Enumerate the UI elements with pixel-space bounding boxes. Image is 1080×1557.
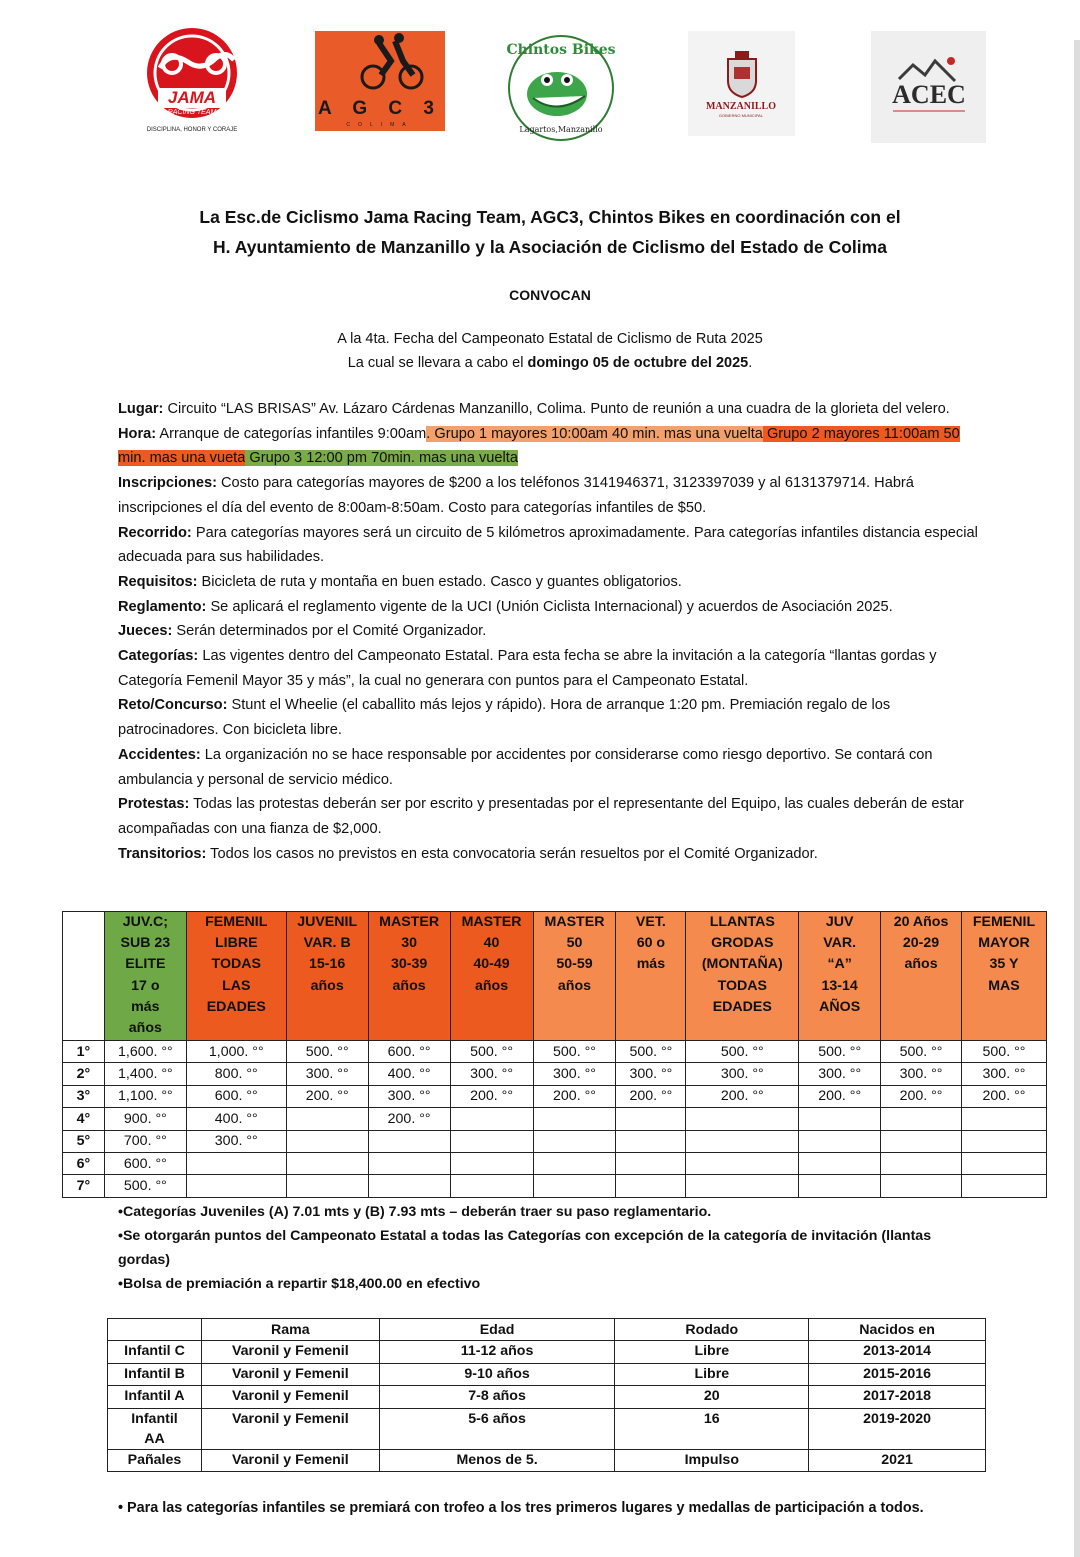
chintos-bikes-logo [505,32,617,144]
prize-amount [881,1152,962,1174]
reto-paragraph: Reto/Concurso: Stunt el Wheelie (el caballito más lejos y rápido). Hora de arranque 1:20 pm. Premiación regalo de los patrocinadores. Con bicicleta libre. [118,697,891,739]
recorrido-paragraph: Recorrido: Para categorías mayores será un circuito de 5 kilómetros aproximadamente. Para categorías infantiles distancia especial adecuada para sus habilidades. [118,524,978,566]
prize-amount [286,1152,368,1174]
prize-amount [686,1108,799,1130]
prize-amount [616,1175,686,1197]
infant-cell: 2021 [809,1449,986,1472]
svg-text:MANZANILLO: MANZANILLO [705,101,777,112]
acec-logo [871,31,986,143]
infant-cell: 7-8 años [379,1386,615,1409]
agc3-logo [315,31,445,131]
prize-amount [961,1108,1046,1130]
prize-amount [368,1152,450,1174]
prize-amount: 600. °° [186,1085,286,1107]
prize-amount: 500. °° [616,1041,686,1063]
infant-header-cell: Nacidos en [809,1319,986,1341]
prize-amount: 200. °° [533,1085,616,1107]
accidentes-paragraph: Accidentes: La organización no se hace responsable por accidentes por considerarse como riesgo deportivo. Se contará con ambulancia y personal de servicio médico. [118,746,933,788]
category-header: JUV VAR. “A” 13-14 AÑOS [799,912,881,1041]
prize-amount: 1,000. °° [186,1041,286,1063]
svg-text:Chintos Bikes: Chintos Bikes [506,42,616,58]
svg-text:A G C 3: A G C 3 [318,98,442,119]
infant-cell: 11-12 años [379,1341,615,1364]
prize-amount [450,1152,533,1174]
prize-amount [533,1175,616,1197]
prize-row [63,1063,1047,1085]
infant-cell: Menos de 5. [379,1449,615,1472]
prize-amount: 200. °° [881,1085,962,1107]
infant-row [108,1449,986,1472]
prize-amount: 200. °° [368,1108,450,1130]
prize-amount [450,1175,533,1197]
prize-amount: 300. °° [961,1063,1046,1085]
protestas-paragraph: Protestas: Todas las protestas deberán ser por escrito y presentadas por el representante del Equipo, las cuales deberán de estar acompañadas con una fianza de $2,000. [118,796,964,837]
note-bolsa: •Bolsa de premiación a repartir $18,400.00 en efectivo [118,1276,481,1292]
prize-amount: 200. °° [286,1085,368,1107]
notes [118,1200,968,1296]
manzanillo-logo [688,31,795,136]
prize-amount [533,1108,616,1130]
prize-amount [799,1152,881,1174]
infant-row [108,1363,986,1386]
prize-amount: 500. °° [686,1041,799,1063]
prize-row [63,1108,1047,1130]
prize-amount: 500. °° [286,1041,368,1063]
prize-amount: 300. °° [616,1063,686,1085]
prize-amount: 300. °° [881,1063,962,1085]
prize-amount [450,1130,533,1152]
prize-amount: 300. °° [686,1063,799,1085]
prize-amount: 900. °° [104,1108,186,1130]
group-1-schedule: . Grupo 1 mayores 10:00am 40 min. mas una vuelta [426,425,763,442]
category-header: VET. 60 o más [616,912,686,1041]
prize-amount: 300. °° [450,1063,533,1085]
infant-header-cell [108,1319,202,1341]
prize-amount [368,1175,450,1197]
prize-amount [881,1175,962,1197]
prize-amount: 1,600. °° [104,1041,186,1063]
infant-cell: 2017-2018 [809,1386,986,1409]
position-header [63,912,105,1041]
infant-cell: 2013-2014 [809,1341,986,1364]
category-header: 20 Años 20-29 años [881,912,962,1041]
intro-line-1: A la 4ta. Fecha del Campeonato Estatal de Ciclismo de Ruta 2025 [337,331,763,347]
prize-amount: 500. °° [881,1041,962,1063]
prize-amount: 300. °° [286,1063,368,1085]
prize-amount [368,1130,450,1152]
infant-categories-table [107,1318,986,1472]
infant-cell: Varonil y Femenil [201,1408,379,1449]
category-header: MASTER 50 50-59 años [533,912,616,1041]
position-label: 6° [63,1152,105,1174]
prize-amount [881,1130,962,1152]
prize-amount: 300. °° [799,1063,881,1085]
prize-amount [286,1108,368,1130]
prize-amount [616,1152,686,1174]
category-header: JUV.C; SUB 23 ELITE 17 o más años [104,912,186,1041]
requisitos-paragraph: Requisitos: Bicicleta de ruta y montaña en buen estado. Casco y guantes obligatorios. [118,573,682,590]
prize-amount: 1,400. °° [104,1063,186,1085]
prize-amount [686,1175,799,1197]
prize-amount: 600. °° [368,1041,450,1063]
category-header: FEMENIL LIBRE TODAS LAS EDADES [186,912,286,1041]
infant-cell: Varonil y Femenil [201,1341,379,1364]
prize-amount: 500. °° [104,1175,186,1197]
infant-header-row [108,1319,986,1341]
infant-cell: 2019-2020 [809,1408,986,1449]
prize-amount: 200. °° [799,1085,881,1107]
infant-row [108,1341,986,1364]
prize-amount: 300. °° [186,1130,286,1152]
infant-cell: 9-10 años [379,1363,615,1386]
prize-amount: 200. °° [961,1085,1046,1107]
infant-cell: 20 [615,1386,809,1409]
heading-line-1: La Esc.de Ciclismo Jama Racing Team, AGC3, Chintos Bikes en coordinación con el [199,207,901,227]
prize-amount: 500. °° [533,1041,616,1063]
category-header: LLANTAS GRODAS (MONTAÑA) TODAS EDADES [686,912,799,1041]
infant-cell: 16 [615,1408,809,1449]
lugar-paragraph: Lugar: Circuito “LAS BRISAS” Av. Lázaro Cárdenas Manzanillo, Colima. Punto de reunión a una cuadra de la glorieta del velero. [118,401,950,417]
transitorios-paragraph: Transitorios: Todos los casos no previstos en esta convocatoria serán resueltos por el Comité Organizador. [118,845,818,862]
position-label: 1° [63,1041,105,1063]
jueces-paragraph: Jueces: Serán determinados por el Comité Organizador. [118,623,487,640]
svg-text:COLIMA: COLIMA [346,122,414,128]
infant-cell: 2015-2016 [809,1363,986,1386]
group-3-schedule: Grupo 3 12:00 pm 70min. mas una vuelta [245,450,518,467]
event-date: domingo 05 de octubre del 2025 [527,355,749,371]
infant-cell: Libre [615,1363,809,1386]
prize-amount [450,1108,533,1130]
prize-amount: 700. °° [104,1130,186,1152]
prize-row [63,1175,1047,1197]
position-label: 3° [63,1085,105,1107]
prize-amount: 400. °° [368,1063,450,1085]
prize-amount: 500. °° [450,1041,533,1063]
infant-cell: Varonil y Femenil [201,1449,379,1472]
categorias-paragraph: Categorías: Las vigentes dentro del Campeonato Estatal. Para esta fecha se abre la invitación a la categoría “llantas gordas y Categoría Femenil Mayor 35 y más”, la cual no generara con puntos para el Campeonato Estatal. [118,648,937,689]
prize-amount: 300. °° [533,1063,616,1085]
prize-amount: 400. °° [186,1108,286,1130]
prize-row [63,1041,1047,1063]
convocan-title: CONVOCAN [509,287,591,303]
heading-line-2: H. Ayuntamiento de Manzanillo y la Asociación de Ciclismo del Estado de Colima [213,237,887,257]
prize-amount [286,1175,368,1197]
prize-amount [799,1130,881,1152]
sponsor-logos [0,28,1080,138]
prize-amount [533,1152,616,1174]
prize-header-row [63,912,1047,1041]
infant-cell: Pañales [108,1449,202,1472]
prize-amount [961,1152,1046,1174]
category-header: FEMENIL MAYOR 35 Y MAS [961,912,1046,1041]
infant-cell: Infantil AA [108,1408,202,1449]
prize-amount [616,1108,686,1130]
prize-amount: 600. °° [104,1152,186,1174]
intro-line-2: La cual se llevara a cabo el domingo 05 de octubre del 2025. [347,355,753,371]
svg-text:Lagartos,Manzanillo: Lagartos,Manzanillo [519,125,603,134]
note-juveniles: •Categorías Juveniles (A) 7.01 mts y (B) 7.93 mts – deberán traer su paso reglamentario. [118,1204,712,1220]
position-label: 2° [63,1063,105,1085]
position-label: 4° [63,1108,105,1130]
infant-header-cell: Rama [201,1319,379,1341]
prize-amount: 500. °° [961,1041,1046,1063]
event-details [118,397,978,866]
infant-cell: Varonil y Femenil [201,1363,379,1386]
infant-cell: Infantil B [108,1363,202,1386]
prize-amount [799,1108,881,1130]
prize-amount: 500. °° [799,1041,881,1063]
infant-row [108,1386,986,1409]
prize-amount: 200. °° [616,1085,686,1107]
prize-amount [881,1108,962,1130]
category-header: MASTER 40 40-49 años [450,912,533,1041]
group-2-schedule: Grupo 2 mayores 11:00am 50 min. mas una vueta [118,425,960,467]
svg-text:DISCIPLINA, HONOR Y CORAJE: DISCIPLINA, HONOR Y CORAJE [146,127,238,133]
prize-amount [961,1130,1046,1152]
svg-text:ACEC: ACEC [892,80,966,109]
infant-cell: 5-6 años [379,1408,615,1449]
infant-header-cell: Rodado [615,1319,809,1341]
prize-amount [616,1130,686,1152]
jama-racing-logo [140,28,250,131]
svg-text:RACING TEAM: RACING TEAM [167,109,217,116]
prize-amount [686,1152,799,1174]
prize-amount [686,1130,799,1152]
inscripciones-paragraph: Inscripciones: Costo para categorías mayores de $200 a los teléfonos 3141946371, 3123397039 y al 6131379714. Habrá inscripciones el día del evento de 8:00am-8:50am. Costo para categorías infantiles de $50. [118,475,914,516]
reglamento-paragraph: Reglamento: Se aplicará el reglamento vigente de la UCI (Unión Ciclista Internacional) y acuerdos de Asociación 2025. [118,598,893,615]
prize-row [63,1085,1047,1107]
prize-row [63,1130,1047,1152]
infant-cell: Infantil A [108,1386,202,1409]
prize-amount: 200. °° [450,1085,533,1107]
infant-cell: Impulso [615,1449,809,1472]
prize-amount: 800. °° [186,1063,286,1085]
infant-cell: Libre [615,1341,809,1364]
hora-paragraph: Hora: Arranque de categorías infantiles 9:00am. Grupo 1 mayores 10:00am 40 min. mas una vuelta Grupo 2 mayores 11:00am 50 min. mas una vueta Grupo 3 12:00 pm 70min. mas una vuelta [118,425,960,467]
prize-amount: 200. °° [686,1085,799,1107]
category-header: JUVENIL VAR. B 15-16 años [286,912,368,1041]
note-puntos: •Se otorgarán puntos del Campeonato Estatal a todas las Categorías con excepción de la categoría de invitación (llantas gordas) [118,1228,932,1268]
prize-amount: 1,100. °° [104,1085,186,1107]
prize-amount [186,1175,286,1197]
position-label: 5° [63,1130,105,1152]
prize-amount: 300. °° [368,1085,450,1107]
prize-amount [186,1152,286,1174]
prize-amount [961,1175,1046,1197]
prize-row [63,1152,1047,1174]
infant-cell: Varonil y Femenil [201,1386,379,1409]
prize-amount [533,1130,616,1152]
page-edge [1074,40,1080,1557]
prize-table [62,911,1047,1198]
svg-text:GOBIERNO MUNICIPAL: GOBIERNO MUNICIPAL [718,113,764,118]
infant-row [108,1408,986,1449]
infant-header-cell: Edad [379,1319,615,1341]
position-label: 7° [63,1175,105,1197]
infant-cell: Infantil C [108,1341,202,1364]
category-header: MASTER 30 30-39 años [368,912,450,1041]
prize-amount [799,1175,881,1197]
svg-text:JAMA: JAMA [167,88,217,107]
footer-note: • Para las categorías infantiles se premiará con trofeo a los tres primeros lugares y medallas de participación a todos. [118,1500,924,1516]
prize-amount [286,1130,368,1152]
